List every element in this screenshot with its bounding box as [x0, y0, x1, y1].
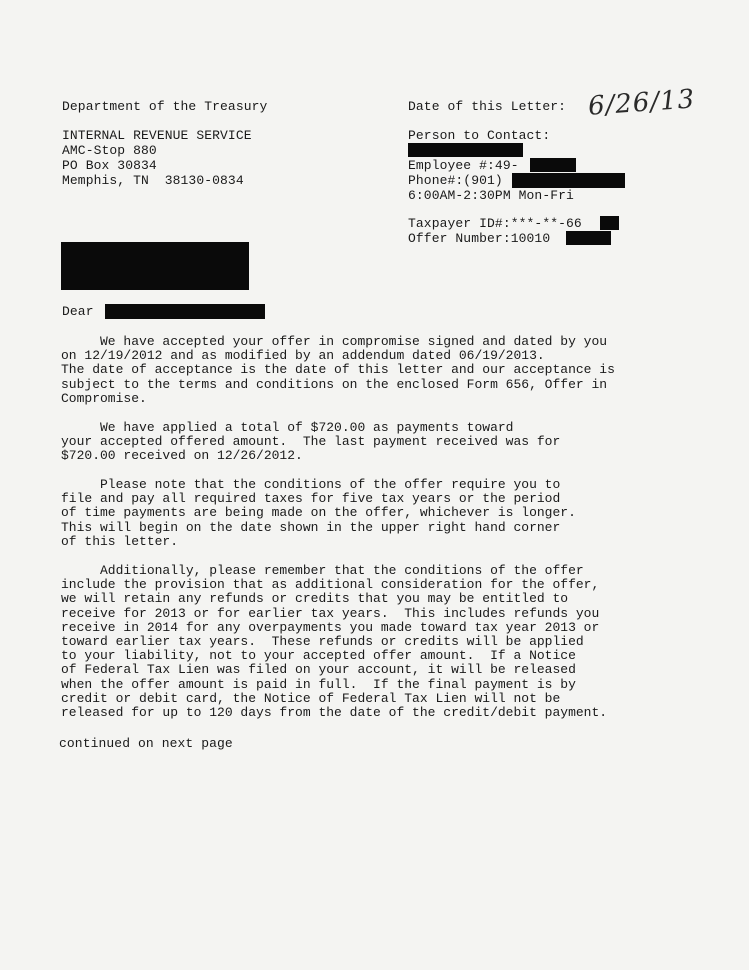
redacted-phone — [512, 173, 625, 188]
date-label: Date of this Letter: — [408, 99, 567, 114]
continued-note: continued on next page — [59, 736, 233, 751]
redacted-offer-number — [566, 231, 611, 245]
paragraph-payments: We have applied a total of $720.00 as payments toward your accepted offered amount. The last payment received was for $720.00 received on 12/26/2012. — [61, 420, 561, 464]
sender-department: Department of the Treasury — [62, 99, 268, 114]
taxpayer-id: Taxpayer ID#:***-**-66 — [408, 216, 582, 231]
paragraph-refunds: Additionally, please remember that the conditions of the offer include the provision that as additional consideration for the offer, we will retain any refunds or credits that you may be entitled to receive for 2013 or for earlier tax years. This includes refunds you receive in 2014 for any overpayments you made toward tax year 2013 or toward earlier tax years. These refunds or credits will be applied to your liability, not to your accepted offer amount. If a Notice of Federal Tax Lien was filed on your account, it will be released when the offer amount is paid in full. If the final payment is by credit or debit card, the Notice of Federal Tax Lien will not be released for up to 120 days from the date of the credit/debit payment. — [61, 563, 608, 721]
phone-number: Phone#:(901) — [408, 173, 503, 188]
paragraph-acceptance: We have accepted your offer in compromise signed and dated by you on 12/19/2012 and as modified by an addendum dated 06/19/2013. The date of acceptance is the date of this letter and our acceptance is subject to the terms and conditions on the enclosed Form 656, Offer in Compromise. — [61, 334, 615, 406]
redacted-contact-name — [408, 143, 523, 157]
sender-stop: AMC-Stop 880 — [62, 143, 157, 158]
redacted-recipient-address — [61, 242, 249, 290]
contact-hours: 6:00AM-2:30PM Mon-Fri — [408, 188, 574, 203]
contact-label: Person to Contact: — [408, 128, 551, 143]
redacted-recipient-name — [105, 304, 265, 319]
redacted-taxpayer-id — [600, 216, 619, 230]
offer-number: Offer Number:10010 — [408, 231, 551, 246]
handwritten-date: 6/26/13 — [587, 84, 697, 122]
sender-city: Memphis, TN 38130-0834 — [62, 173, 244, 188]
sender-po-box: PO Box 30834 — [62, 158, 157, 173]
redacted-employee-number — [530, 158, 576, 172]
employee-number: Employee #:49- — [408, 158, 519, 173]
paragraph-conditions: Please note that the conditions of the offer require you to file and pay all required taxes for five tax years or the period of time payments are being made on the offer, whichever is longer. This will begin on the date shown in the upper right hand corner of this letter. — [61, 477, 576, 549]
salutation: Dear — [62, 304, 94, 319]
sender-agency: INTERNAL REVENUE SERVICE — [62, 128, 252, 143]
